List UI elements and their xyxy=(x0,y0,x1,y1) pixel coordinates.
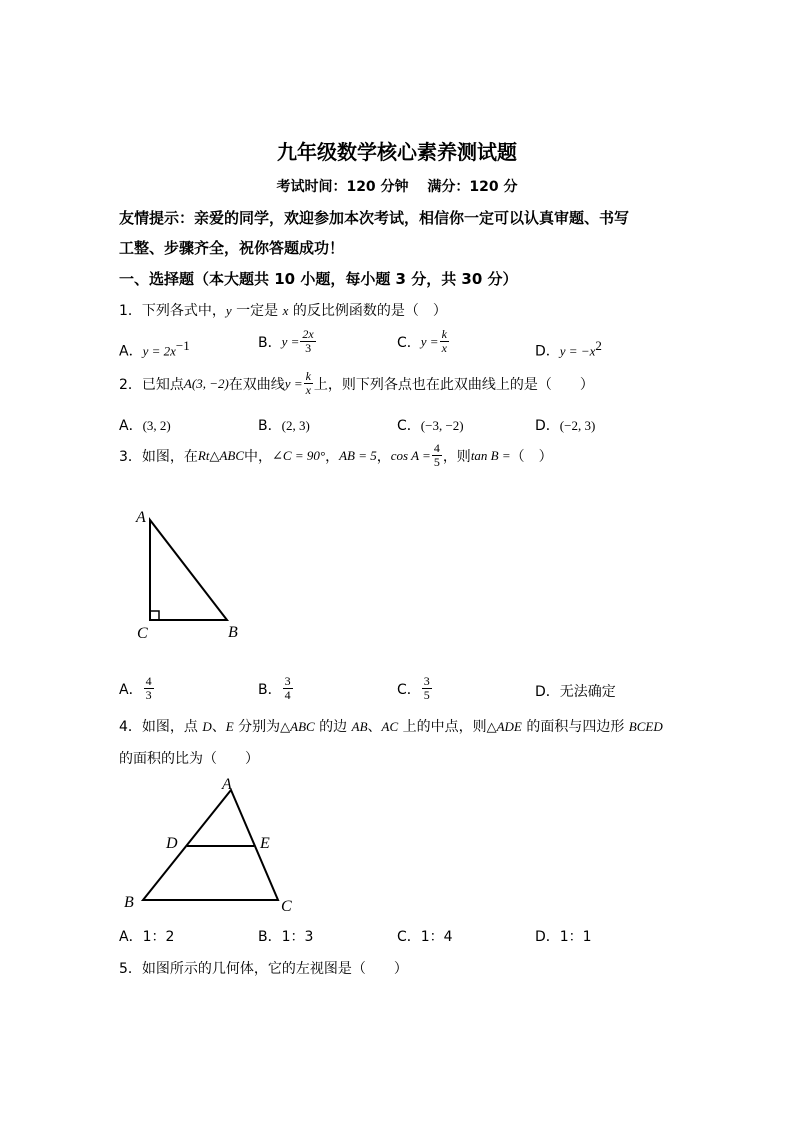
q2-option-a[interactable] xyxy=(119,415,171,435)
label-a: A xyxy=(136,509,146,526)
fraction xyxy=(144,675,154,702)
q2-option-c[interactable] xyxy=(397,415,464,435)
numerator: 2x xyxy=(302,327,314,341)
denominator: x xyxy=(441,341,447,355)
q3-text: （ ） xyxy=(510,448,553,465)
fraction xyxy=(283,675,293,702)
numerator: k xyxy=(305,369,311,383)
question-5-stem: 5．如图所示的几何体，它的左视图是（ ） xyxy=(119,961,408,977)
label-b: B xyxy=(228,624,238,641)
label-a: A xyxy=(222,776,232,793)
denominator: x xyxy=(305,383,311,397)
numerator: 4 xyxy=(433,441,440,455)
q4-triangle: △ABC xyxy=(280,719,315,734)
q3-text: ， xyxy=(325,448,340,465)
q4-triangle-ade: △ADE xyxy=(486,719,522,734)
option-value: (2, 3) xyxy=(281,418,310,433)
option-label: A． xyxy=(119,343,143,360)
q4-text: 4．如图，点 xyxy=(119,719,203,735)
label-c: C xyxy=(281,898,292,915)
option-label: B． xyxy=(258,418,282,434)
question-4-stem-line-2: 的面积的比为（ ） xyxy=(119,751,259,767)
q1-option-b[interactable] xyxy=(258,328,317,355)
q4-quad: BCED xyxy=(628,719,663,734)
q4-text: 的面积与四边形 xyxy=(521,719,629,735)
q4-option-b[interactable]: B．1：3 xyxy=(258,929,314,945)
option-value: (−2, 3) xyxy=(559,418,596,433)
q4-text: 、 xyxy=(367,719,382,735)
q1-option-c[interactable] xyxy=(397,328,450,355)
q3-angle: ∠C = 90° xyxy=(272,447,326,463)
option-expr: y = −x xyxy=(559,343,596,359)
q2-option-d[interactable] xyxy=(535,415,595,435)
option-label: C． xyxy=(397,418,421,434)
option-value: (−3, −2) xyxy=(420,418,464,433)
triangle-abc xyxy=(150,520,227,620)
question-3-stem xyxy=(119,442,553,469)
denominator: 5 xyxy=(423,688,430,702)
denominator: 3 xyxy=(145,688,152,702)
q3-option-b[interactable] xyxy=(258,675,294,702)
tip-line-2: 工整、步骤齐全，祝你答题成功！ xyxy=(119,239,345,257)
fraction xyxy=(304,370,313,397)
q4-ac: AC xyxy=(381,719,399,734)
q4-text: 分别为 xyxy=(233,719,281,735)
label-d: D xyxy=(166,835,178,852)
option-value: 无法确定 xyxy=(559,684,616,700)
denominator: 5 xyxy=(433,455,440,469)
q2-text: 在双曲线 xyxy=(228,376,285,393)
fraction xyxy=(300,328,315,355)
q3-ab: AB = 5 xyxy=(339,447,377,463)
q3-option-a[interactable] xyxy=(119,675,155,702)
denominator: 4 xyxy=(284,688,291,702)
q4-option-d[interactable]: D．1：1 xyxy=(535,929,592,945)
fraction xyxy=(422,675,432,702)
q4-ab: AB xyxy=(351,719,368,734)
option-expr: y = xyxy=(420,333,439,349)
option-label: C． xyxy=(397,681,421,698)
q4-option-c[interactable]: C．1：4 xyxy=(397,929,453,945)
q3-option-c[interactable] xyxy=(397,675,433,702)
numerator: 3 xyxy=(423,674,430,688)
option-label: A． xyxy=(119,681,143,698)
q1-option-d[interactable] xyxy=(535,338,602,361)
page-title: 九年级数学核心素养测试题 xyxy=(277,140,517,164)
q4-text: 的边 xyxy=(314,719,352,735)
label-b: B xyxy=(124,894,134,911)
q3-triangle-figure xyxy=(130,505,250,650)
exam-info: 考试时间：120 分钟 满分：120 分 xyxy=(276,179,518,195)
right-angle-mark xyxy=(150,611,159,620)
q4-text: 、 xyxy=(211,719,226,735)
q4-option-a[interactable]: A．1：2 xyxy=(119,929,175,945)
q1-text: 1．下列各式中， xyxy=(119,303,226,319)
q4-d: D xyxy=(202,719,212,734)
q4-text: 上的中点，则 xyxy=(398,719,487,735)
q4-e: E xyxy=(225,719,234,734)
numerator: 4 xyxy=(145,674,152,688)
label-c: C xyxy=(137,625,148,642)
option-label: D． xyxy=(535,343,560,360)
q3-tan: tan B = xyxy=(470,447,511,463)
q1-var-y: y xyxy=(225,303,232,318)
q1-text: 一定是 xyxy=(231,303,283,319)
option-exponent: 2 xyxy=(595,338,602,353)
q3-text: ， xyxy=(376,448,391,465)
tip-line-1: 友情提示：亲爱的同学，欢迎参加本次考试，相信你一定可以认真审题、书写 xyxy=(119,209,630,227)
option-label: D． xyxy=(535,684,560,700)
label-e: E xyxy=(260,835,270,852)
fraction xyxy=(432,442,442,469)
option-label: B． xyxy=(258,334,282,351)
fraction xyxy=(440,328,449,355)
q4-triangle-figure xyxy=(118,772,308,917)
option-value: (3, 2) xyxy=(142,418,171,433)
option-exponent: −1 xyxy=(175,338,190,353)
q3-option-d[interactable] xyxy=(535,681,616,701)
question-4-stem-line-1 xyxy=(119,716,663,736)
option-label: D． xyxy=(535,418,560,434)
section-title: 一、选择题（本大题共 10 小题，每小题 3 分，共 30 分） xyxy=(119,270,518,288)
numerator: k xyxy=(441,327,447,341)
numerator: 3 xyxy=(284,674,291,688)
q2-point: A(3, −2) xyxy=(183,375,229,391)
q1-option-a[interactable] xyxy=(119,338,190,361)
option-expr: y = 2x xyxy=(142,343,176,359)
q2-option-b[interactable] xyxy=(258,415,310,435)
q1-var-x: x xyxy=(282,303,289,318)
q2-expr: y = xyxy=(284,375,303,391)
q1-text: 的反比例函数的是（ ） xyxy=(288,303,447,319)
question-1-stem xyxy=(119,300,447,320)
q3-text: 中， xyxy=(244,448,273,465)
q2-text: 2．已知点 xyxy=(119,376,184,393)
option-label: A． xyxy=(119,418,143,434)
q3-text: 3．如图，在 xyxy=(119,448,198,465)
option-expr: y = xyxy=(281,333,300,349)
q3-text: ，则 xyxy=(442,448,471,465)
option-label: C． xyxy=(397,334,421,351)
q3-cos: cos A = xyxy=(390,447,431,463)
q2-text: 上，则下列各点也在此双曲线上的是（ ） xyxy=(313,376,594,393)
question-2-stem xyxy=(119,370,594,397)
denominator: 3 xyxy=(305,341,312,355)
q3-triangle: Rt△ABC xyxy=(197,447,245,463)
option-label: B． xyxy=(258,681,282,698)
